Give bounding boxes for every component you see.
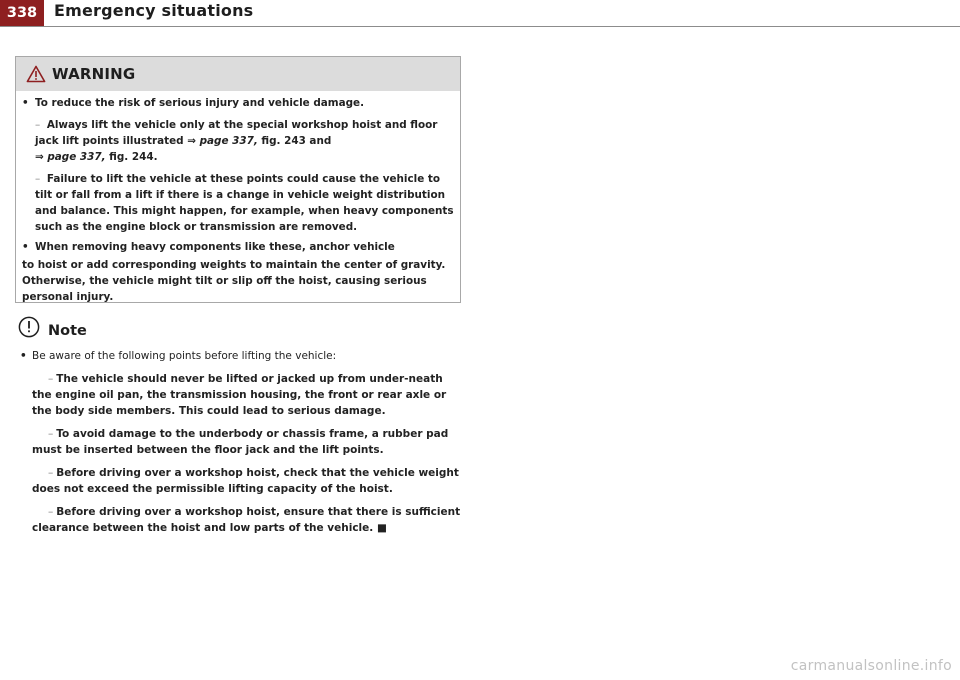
end-of-section-mark: ■ [376, 522, 387, 534]
figure-ref: fig. 243 and [261, 135, 332, 147]
warning-bullet-1 [22, 95, 454, 111]
warning-dash-2 [22, 171, 454, 235]
watermark: carmanualsonline.info [790, 658, 952, 674]
dash-mark: – [48, 428, 54, 440]
dash-mark: – [35, 173, 41, 185]
warning-box [15, 56, 461, 303]
warning-bullet-2 [22, 239, 454, 255]
note-item-4-text: Before driving over a workshop hoist, ensure that there is sufficient clearance between the hoist and low parts of the vehicle. [32, 506, 461, 534]
warning-title: WARNING [52, 65, 136, 83]
warning-dash-2-text: Failure to lift the vehicle at these points could cause the vehicle to tilt or fall from a lift if there is a change in vehicle weight distribution and balance. This might happen, for example, when heavy components such as the engine block or transmission are removed. [35, 173, 454, 233]
cross-ref-arrow: ⇒ [187, 135, 196, 147]
warning-dash-1 [22, 117, 454, 165]
note-item-1-text: The vehicle should never be lifted or jacked up from under-neath the engine oil pan, the transmission housing, the front or rear axle or the body side members. This could lead to serious damage. [32, 373, 447, 417]
warning-bullet-2-text: When removing heavy components like these, anchor vehicle [35, 241, 395, 253]
dash-mark: – [48, 506, 54, 518]
page-number: 338 [0, 0, 44, 26]
warning-triangle-icon [26, 65, 46, 83]
note-intro [20, 348, 464, 364]
figure-ref: fig. 244. [109, 151, 158, 163]
warning-bullet-1-text: To reduce the risk of serious injury and vehicle damage. [35, 97, 365, 109]
note-circle-icon [18, 316, 40, 338]
note-item-1 [20, 371, 464, 419]
note-title: Note [48, 323, 87, 339]
note-item-2 [20, 426, 464, 458]
cross-ref-link[interactable]: page 337, [47, 151, 106, 163]
cross-ref-link[interactable]: page 337, [199, 135, 258, 147]
note-intro-text: Be aware of the following points before lifting the vehicle: [32, 350, 337, 362]
dash-mark: – [48, 467, 54, 479]
bullet-dot: • [20, 350, 27, 362]
warning-header [16, 57, 460, 91]
note-body [20, 348, 464, 536]
warning-body [16, 91, 460, 305]
note-header [18, 316, 87, 338]
dash-mark: – [35, 119, 41, 131]
header-divider [0, 26, 960, 27]
cross-ref-arrow: ⇒ [35, 151, 44, 163]
warning-bullet-2-continuation: to hoist or add corresponding weights to maintain the center of gravity. Otherwise, the vehicle might tilt or slip off the hoist, causing serious personal injury. [22, 259, 446, 303]
dash-mark: – [48, 373, 54, 385]
note-item-4 [20, 504, 464, 536]
warning-dash-1-text: Always lift the vehicle only at the special workshop hoist and floor jack lift points illustrated [35, 119, 438, 147]
bullet-dot: • [22, 241, 29, 253]
note-item-3-text: Before driving over a workshop hoist, check that the vehicle weight does not exceed the permissible lifting capacity of the hoist. [32, 467, 459, 495]
chapter-title: Emergency situations [54, 1, 254, 20]
bullet-dot: • [22, 97, 29, 109]
note-item-3 [20, 465, 464, 497]
note-item-2-text: To avoid damage to the underbody or chassis frame, a rubber pad must be inserted between the floor jack and the lift points. [32, 428, 449, 456]
